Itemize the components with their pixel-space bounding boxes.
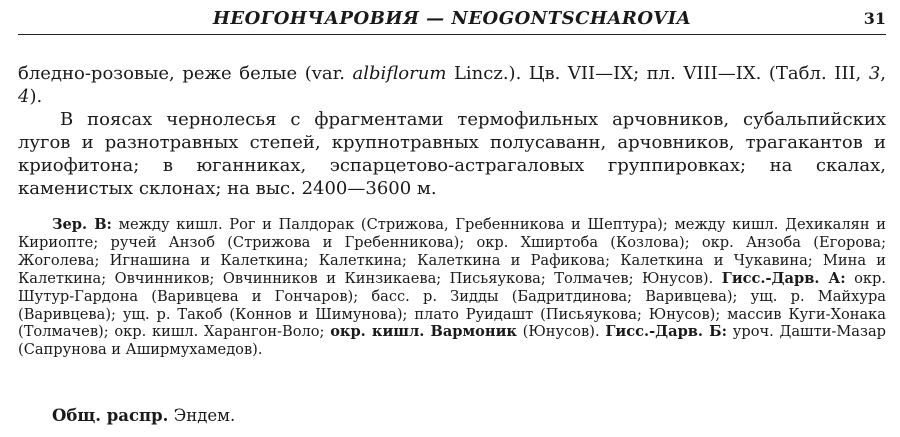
region-zer-b: Зер. В: xyxy=(52,216,112,233)
page-header xyxy=(18,4,886,35)
specimens-text-1: между кишл. Рог и Палдорак (Стрижова, Гребенникова и Шептура); между кишл. Дехикалян и Кириопте; ручей Анзоб (Стрижова и Гребенникова); окр. Хширтоба (Козлова); окр. Анзоба (Егорова; Жоголева; Игнашина и Калеткина; Калеткина; Калеткина и Рафикова; Калеткина и Чукавина; Мина и Калеткина; Овчинников; Овчинников и Кинзикаева; Письяукова; Толмачев; Юнусов). xyxy=(18,216,886,287)
para1-text-1: бледно-розовые, реже белые (var. xyxy=(18,63,353,84)
flower-color-paragraph xyxy=(18,62,886,108)
para1-text-3: , xyxy=(880,63,886,84)
main-text xyxy=(18,62,886,200)
plate-figure-4: 4 xyxy=(18,86,30,107)
specimens-paragraph xyxy=(18,216,886,359)
para1-text-2: Lincz.). Цв. VII—IX; пл. VIII—IX. (Табл. III, xyxy=(446,63,869,84)
para1-text-4: ). xyxy=(29,86,43,107)
region-giss-darv-a: Гисс.-Дарв. А: xyxy=(721,269,846,287)
specimens-text-2: окр. Шутур-Гардона (Варивцева и Гончаров); басс. р. Зидды (Бадритдинова; Варивцева); ущ. р. Майхура (Варивцева); ущ. р. Такоб (Коннов и Шимунова); плато Руидашт (Письяукова; Юнусов); массив Куги-Хонака (Толмачев); окр. кишл. Харангон-Воло; xyxy=(18,269,886,341)
distribution-label: Общ. распр. xyxy=(52,406,169,425)
variety-name: albiflorum xyxy=(352,63,447,84)
specimens-text-3: (Юнусов). xyxy=(516,323,606,341)
habitat-paragraph: В поясах чернолесья с фрагментами термофильных арчовников, субальпийских лугов и разнотравных степей, крупнотравных полусаванн, арчовников, трагакантов и криофитона; в юганниках, эспарцетово-астрагаловых группировках; на скалах, каменистых склонах; на выс. 2400—3600 м. xyxy=(18,109,886,199)
locality-varmonik: окр. кишл. Вармоник xyxy=(330,323,517,341)
general-distribution xyxy=(52,406,235,425)
specimens-text-4: уроч. Дашти-Мазар (Сапрунова и Аширмухамедов). xyxy=(18,323,887,359)
region-giss-darv-b: Гисс.-Дарв. Б: xyxy=(605,323,728,341)
page-number: 31 xyxy=(863,9,886,28)
plate-figure-3: 3 xyxy=(868,63,881,84)
running-head: НЕОГОНЧАРОВИЯ — NEOGONTSCHAROVIA xyxy=(212,8,692,29)
distribution-value: Эндем. xyxy=(168,406,236,425)
